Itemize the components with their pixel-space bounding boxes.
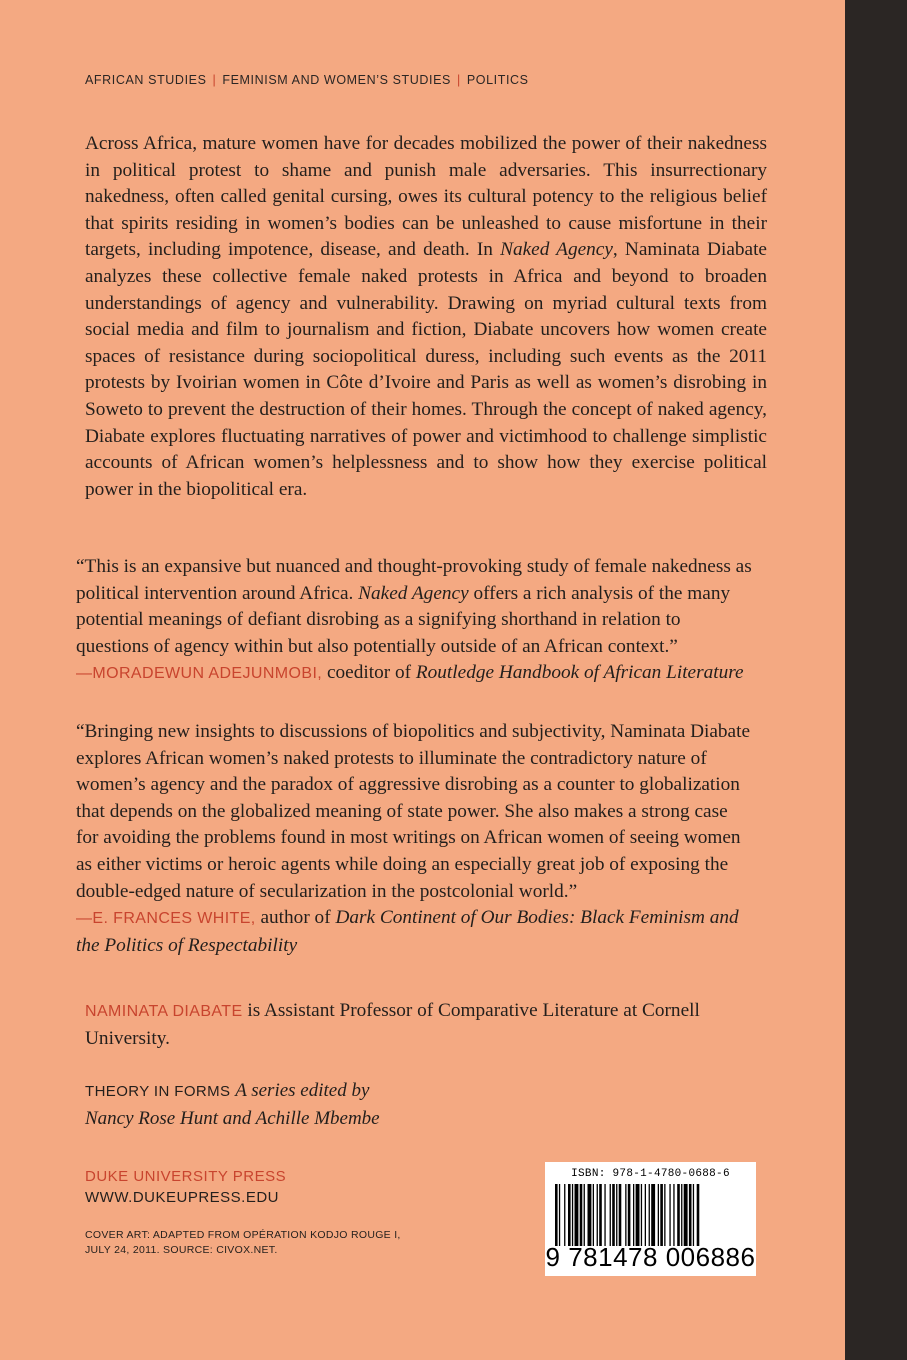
endorser-name: —MORADEWUN ADEJUNMOBI,: [76, 665, 323, 683]
subject-feminism: FEMINISM AND WOMEN’S STUDIES: [222, 73, 451, 87]
subject-politics: POLITICS: [466, 73, 529, 87]
publisher-info: [85, 1166, 286, 1208]
subject-separator: |: [212, 73, 217, 87]
isbn-label: ISBN: 978-1-4780-0688-6: [571, 1168, 730, 1180]
endorsement-white: “Bringing new insights to discussions of biopolitics and subjectivity, Naminata Diabate explores African women’s naked protests to illuminate the contradictory nature of women’s agency and the paradox of aggressive disrobing as a counter to globalization that depends on the globalized meaning of state power. She also makes a strong case for avoiding the problems found in most writings on African women of seeing women as either victims or heroic agents while doing an especially great job of exposing the double-edged nature of secularization in the postcolonial world.” —E. FRANCES WHITE, author of Dark Continent of Our Bodies: Black Feminism and the Politics of Respectability: [76, 721, 751, 956]
publisher-name: DUKE UNIVERSITY PRESS: [85, 1168, 287, 1185]
cover-art-credit: COVER ART: ADAPTED FROM OPÉRATION KODJO ROUGE I, JULY 24, 2011. SOURCE: CIVOX.NET.: [85, 1229, 401, 1256]
isbn-barcode: [545, 1162, 756, 1276]
subject-african-studies: AFRICAN STUDIES: [85, 73, 207, 87]
barcode-digits: 9 781478 006886: [545, 1242, 756, 1272]
author-bio: NAMINATA DIABATE is Assistant Professor of Comparative Literature at Cornell University.: [85, 1000, 700, 1049]
endorser-name: —E. FRANCES WHITE,: [76, 910, 256, 928]
series-editors: Nancy Rose Hunt and Achille Mbembe: [85, 1108, 380, 1129]
publisher-url: WWW.DUKEUPRESS.EDU: [85, 1189, 280, 1206]
book-spine: [845, 0, 907, 1360]
endorser-work: Routledge Handbook of African Literature: [415, 662, 744, 684]
series-info: [85, 1077, 765, 1132]
author-name: NAMINATA DIABATE: [85, 1003, 243, 1020]
series-edited: A series edited by: [235, 1080, 370, 1101]
endorsement-adejunmobi: “This is an expansive but nuanced and thought-provoking study of female nakedness as political intervention around Africa. Naked Agency offers a rich analysis of the many potential meanings of defiant disrobing as a signifying shorthand in relation to questions of agency within but also potentially outside of an African context.” —MORADEWUN ADEJUNMOBI, coeditor of Routledge Handbook of African Literature: [76, 556, 752, 684]
barcode-bars-icon: [553, 1184, 748, 1246]
subject-categories: [85, 73, 529, 87]
endorser-work: Dark Continent of Our Bodies: Black Feminism and the Politics of Respectability: [76, 907, 739, 956]
series-name: THEORY IN FORMS: [85, 1083, 231, 1100]
book-title-italic: Naked Agency: [500, 239, 613, 261]
subject-separator: |: [457, 73, 461, 87]
book-description: Across Africa, mature women have for decades mobilized the power of their nakedness in political protest to shame and punish male adversaries. This insurrectionary nakedness, often called genital cursing, owes its cultural potency to the religious belief that spirits residing in women’s bodies can be unleashed to cause misfortune in their targets, including impotence, disease, and death. In Naked Agency, Naminata Diabate analyzes these collective female naked protests in Africa and beyond to broaden understandings of agency and vulnerability. Drawing on myriad cultural texts from social media and film to journalism and fiction, Diabate uncovers how women create spaces of resistance during sociopolitical duress, including such events as the 2011 protests by Ivoirian women in Côte d’Ivoire and Paris as well as women’s disrobing in Soweto to prevent the destruction of their homes. Through the concept of naked agency, Diabate explores fluctuating narratives of power and victimhood to challenge simplistic accounts of African women’s helplessness and to show how they exercise political power in the biopolitical era.: [85, 133, 767, 500]
